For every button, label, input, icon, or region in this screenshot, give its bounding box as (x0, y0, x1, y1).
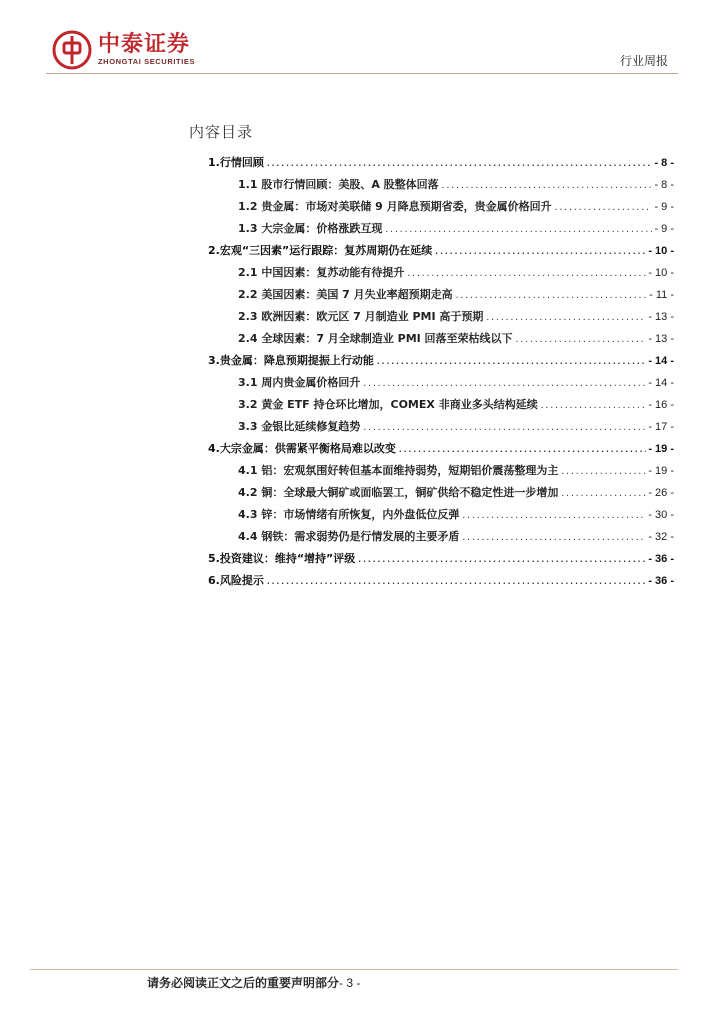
toc-dot-leader (461, 527, 646, 549)
toc-dot-leader (554, 197, 653, 219)
toc-entry-label: 6.风险提示 (208, 574, 264, 587)
footer-notice: 请务必阅读正文之后的重要声明部分 (147, 976, 340, 990)
toc-entry-subsection[interactable] (208, 504, 674, 526)
page-header (0, 0, 724, 80)
page-number: - 3 - (339, 976, 361, 990)
company-name-cn: 中泰证券 (98, 32, 191, 57)
toc-entry-label: 3.2 黄金 ETF 持仓环比增加，COMEX 非商业多头结构延续 (238, 398, 538, 411)
logo-text (98, 33, 195, 67)
toc-dot-leader (560, 483, 646, 505)
toc-entry-page: - 8 - (654, 157, 674, 169)
table-of-contents (208, 152, 674, 592)
toc-entry-subsection[interactable] (208, 460, 674, 482)
toc-entry-subsection[interactable] (208, 306, 674, 328)
toc-entry-label: 2.宏观“三因素”运行跟踪：复苏周期仍在延续 (208, 244, 433, 257)
toc-entry-page: - 10 - (648, 267, 674, 279)
footer-divider (30, 969, 678, 970)
toc-entry-label: 3.贵金属：降息预期提振上行动能 (208, 354, 374, 367)
toc-entry-label: 4.大宗金属：供需紧平衡格局难以改变 (208, 442, 396, 455)
toc-entry-section[interactable] (208, 438, 674, 460)
toc-entry-section[interactable] (208, 548, 674, 570)
toc-dot-leader (376, 351, 646, 373)
company-name-en: ZHONGTAI SECURITIES (98, 57, 196, 66)
toc-entry-section[interactable] (208, 570, 674, 592)
toc-dot-leader (461, 505, 646, 527)
toc-entry-page: - 36 - (648, 575, 674, 587)
toc-entry-label: 4.1 铝：宏观氛围好转但基本面维持弱势，短期铝价震荡整理为主 (238, 464, 559, 477)
toc-entry-label: 1.2 贵金属：市场对美联储 9 月降息预期省委，贵金属价格回升 (238, 200, 552, 213)
header-divider (46, 73, 678, 74)
toc-entry-label: 2.4 全球因素：7 月全球制造业 PMI 回落至荣枯线以下 (238, 332, 513, 345)
toc-title: 内容目录 (189, 123, 254, 141)
toc-entry-page: - 9 - (654, 223, 674, 235)
toc-entry-page: - 9 - (654, 201, 674, 213)
toc-dot-leader (485, 307, 646, 329)
toc-entry-subsection[interactable] (208, 174, 674, 196)
toc-dot-leader (384, 219, 652, 241)
zhongtai-logo-icon (52, 30, 92, 70)
toc-entry-page: - 10 - (648, 245, 674, 257)
toc-entry-subsection[interactable] (208, 328, 674, 350)
toc-dot-leader (362, 417, 646, 439)
toc-entry-subsection[interactable] (208, 218, 674, 240)
toc-entry-label: 1.行情回顾 (208, 156, 264, 169)
toc-entry-page: - 14 - (648, 377, 674, 389)
toc-entry-page: - 13 - (648, 333, 674, 345)
toc-entry-label: 4.4 钢铁：需求弱势仍是行情发展的主要矛盾 (238, 530, 460, 543)
toc-entry-section[interactable] (208, 152, 674, 174)
toc-entry-page: - 17 - (648, 421, 674, 433)
toc-entry-subsection[interactable] (208, 416, 674, 438)
toc-entry-section[interactable] (208, 240, 674, 262)
toc-entry-page: - 19 - (648, 443, 674, 455)
toc-entry-subsection[interactable] (208, 372, 674, 394)
toc-entry-page: - 13 - (648, 311, 674, 323)
toc-dot-leader (266, 571, 646, 593)
toc-dot-leader (540, 395, 647, 417)
toc-entry-subsection[interactable] (208, 482, 674, 504)
toc-entry-label: 2.1 中国因素：复苏动能有待提升 (238, 266, 405, 279)
toc-entry-label: 1.1 股市行情回顾：美股、A 股整体回落 (238, 178, 439, 191)
toc-entry-subsection[interactable] (208, 196, 674, 218)
toc-entry-page: - 26 - (648, 487, 674, 499)
toc-entry-page: - 11 - (649, 289, 674, 301)
toc-entry-subsection[interactable] (208, 394, 674, 416)
company-logo (52, 29, 195, 71)
toc-entry-page: - 14 - (648, 355, 674, 367)
page-footer (147, 974, 360, 991)
toc-entry-label: 5.投资建议：维持“增持”评级 (208, 552, 356, 565)
toc-dot-leader (406, 263, 646, 285)
toc-dot-leader (515, 329, 647, 351)
report-type: 行业周报 (619, 54, 668, 68)
toc-entry-label: 3.1 周内贵金属价格回升 (238, 376, 361, 389)
toc-entry-label: 4.3 锌：市场情绪有所恢复，内外盘低位反弹 (238, 508, 460, 521)
toc-entry-label: 3.3 金银比延续修复趋势 (238, 420, 361, 433)
toc-dot-leader (560, 461, 646, 483)
toc-dot-leader (398, 439, 646, 461)
toc-entry-page: - 32 - (648, 531, 674, 543)
toc-entry-subsection[interactable] (208, 284, 674, 306)
toc-entry-subsection[interactable] (208, 262, 674, 284)
toc-entry-label: 2.2 美国因素：美国 7 月失业率超预期走高 (238, 288, 453, 301)
toc-entry-label: 1.3 大宗金属：价格涨跌互现 (238, 222, 383, 235)
toc-entry-page: - 36 - (648, 553, 674, 565)
toc-entry-page: - 16 - (648, 399, 674, 411)
toc-entry-page: - 30 - (648, 509, 674, 521)
toc-dot-leader (357, 549, 646, 571)
toc-entry-label: 4.2 铜：全球最大铜矿或面临罢工，铜矿供给不稳定性进一步增加 (238, 486, 559, 499)
toc-dot-leader (441, 175, 653, 197)
toc-dot-leader (266, 153, 653, 175)
toc-dot-leader (455, 285, 648, 307)
toc-entry-page: - 8 - (654, 179, 674, 191)
toc-dot-leader (434, 241, 646, 263)
toc-dot-leader (362, 373, 646, 395)
toc-entry-label: 2.3 欧洲因素：欧元区 7 月制造业 PMI 高于预期 (238, 310, 484, 323)
toc-entry-page: - 19 - (648, 465, 674, 477)
toc-entry-section[interactable] (208, 350, 674, 372)
toc-entry-subsection[interactable] (208, 526, 674, 548)
